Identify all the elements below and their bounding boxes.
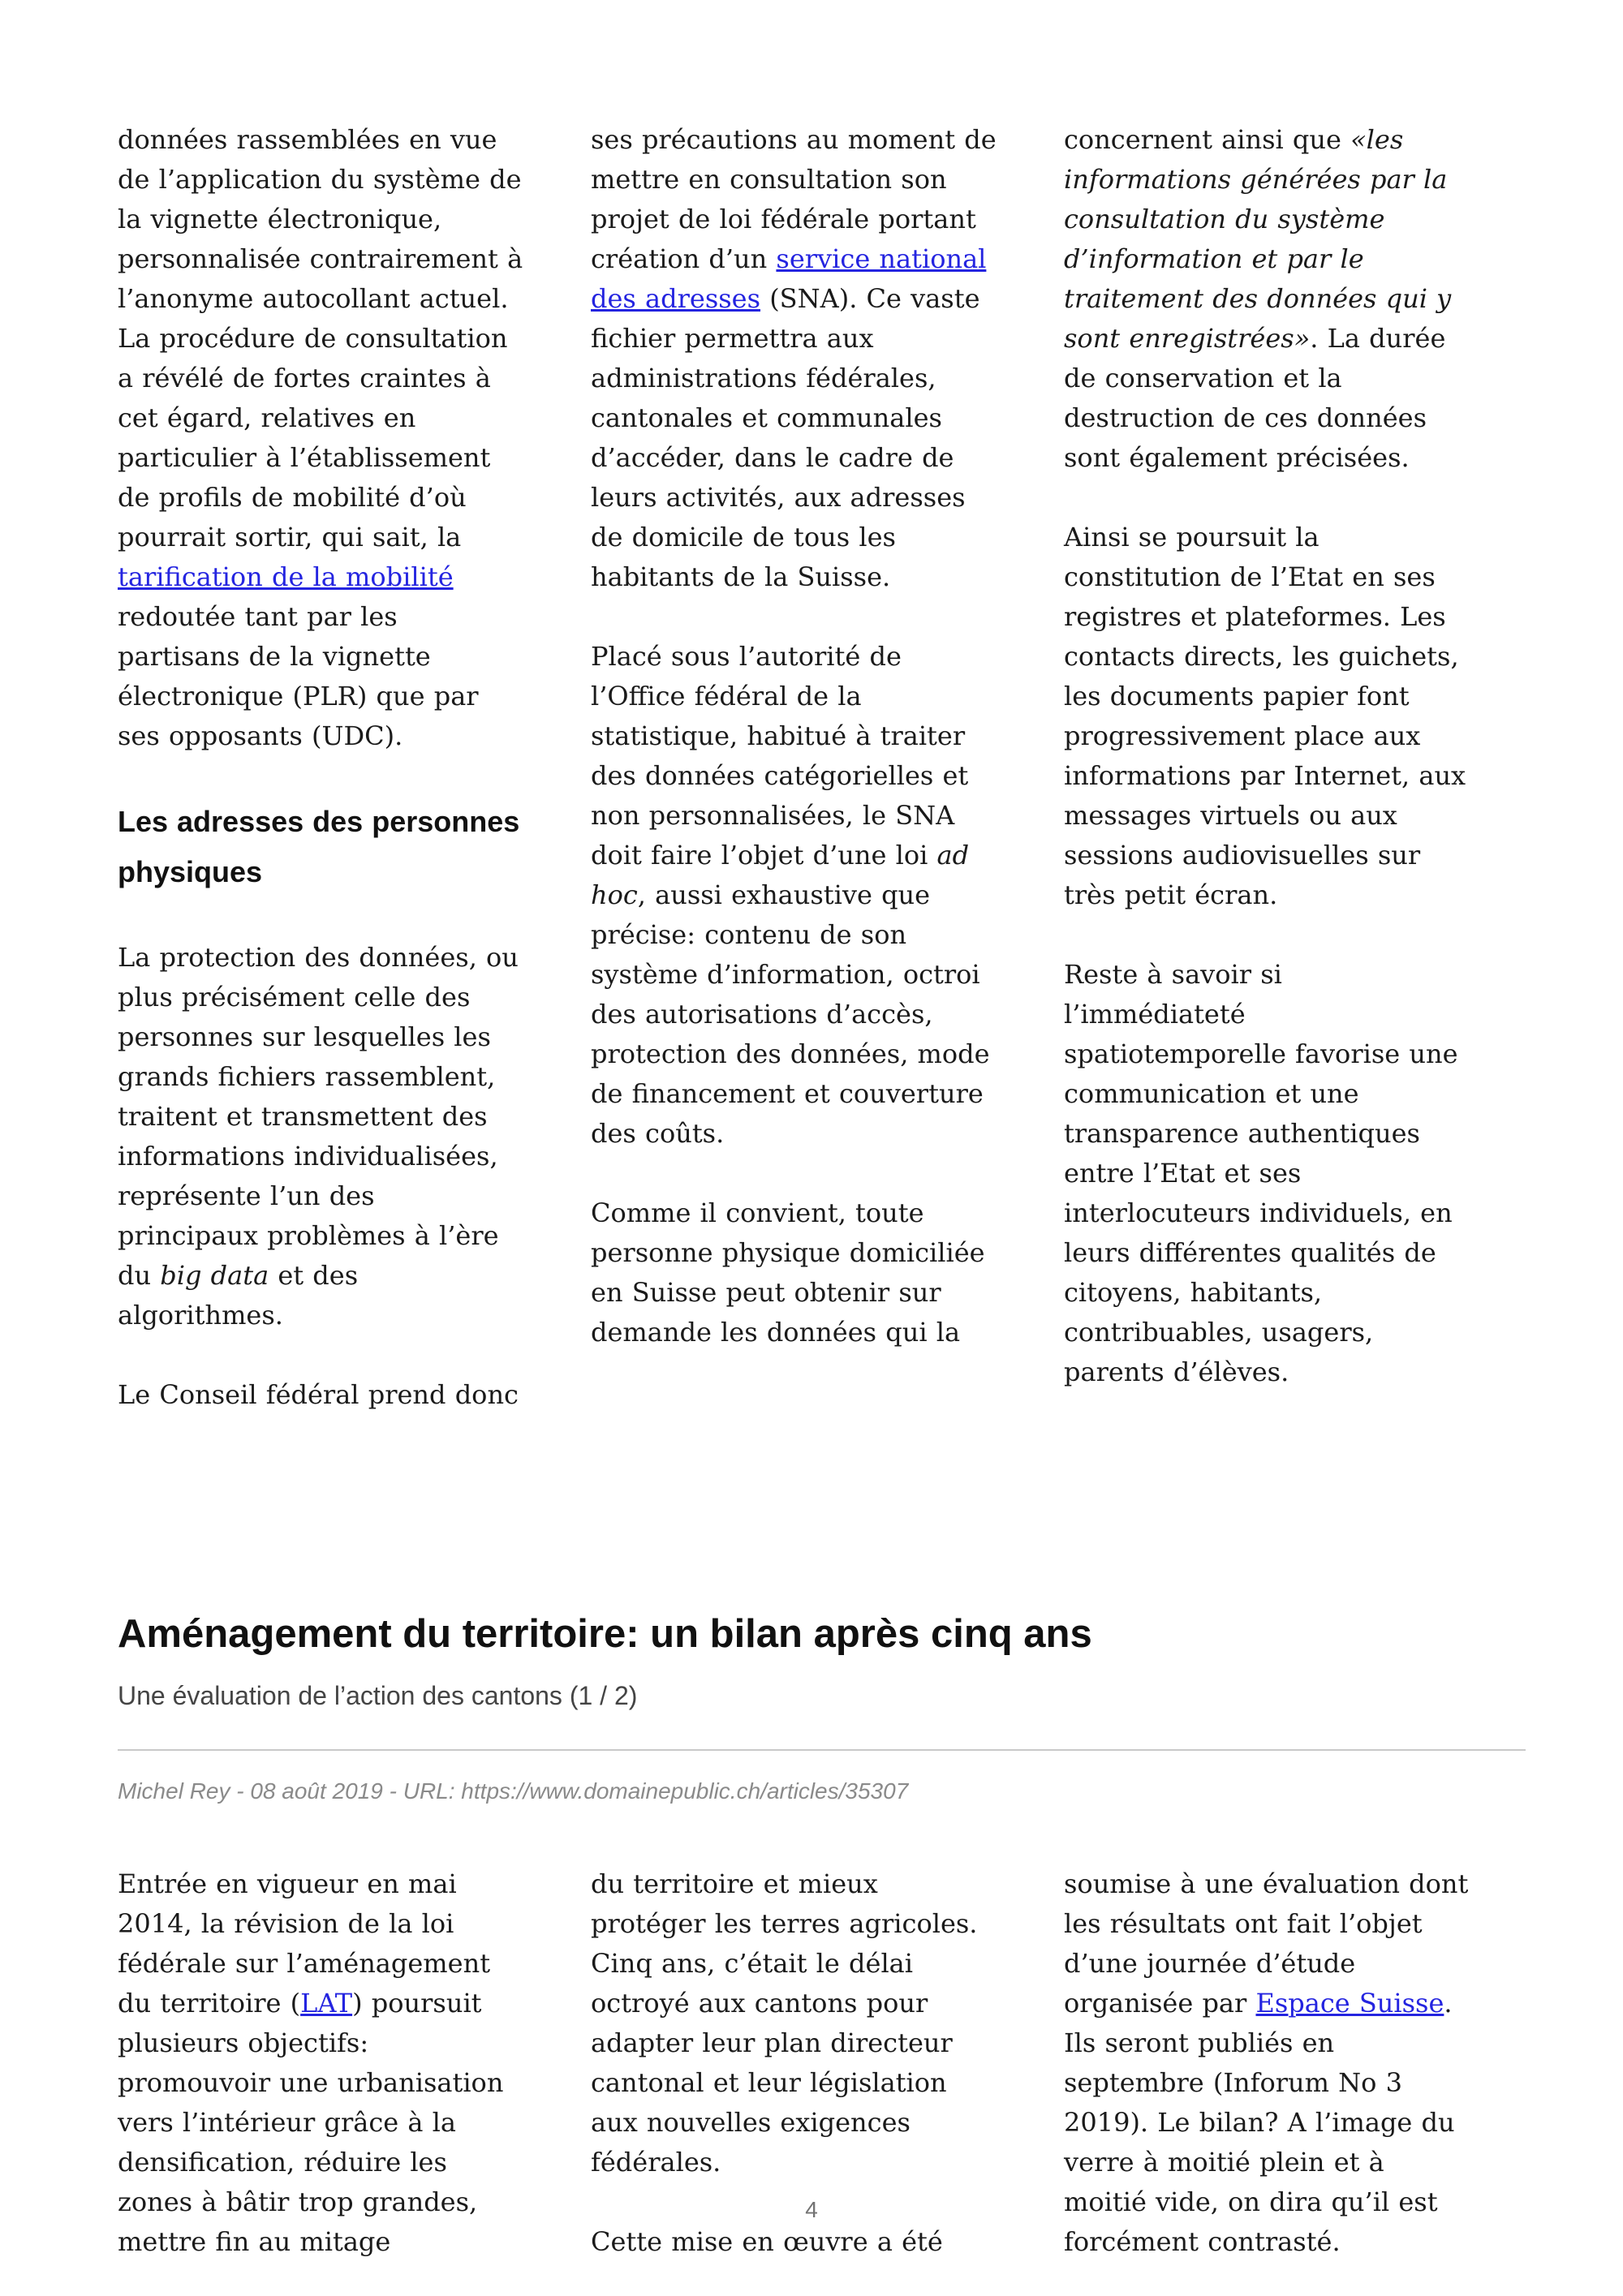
inline-link[interactable]: service national des adresses <box>591 243 987 314</box>
text-segment: et des algorithmes. <box>118 1260 359 1331</box>
article1-column-3 <box>1064 120 1470 1392</box>
section-divider <box>118 1749 1526 1751</box>
italic-text: ad hoc <box>591 840 970 910</box>
paragraph <box>591 637 997 1154</box>
paragraph <box>118 938 523 1335</box>
page-number: 4 <box>805 2197 818 2222</box>
article-2 <box>118 1610 1526 2262</box>
text-segment: ) poursuit plusieurs objectifs: promouvoir une urbanisation vers l’intérieur grâce à la densification, réduire les zones à bâtir trop grandes, mettre fin au mitage <box>118 1988 504 2257</box>
paragraph <box>118 1375 523 1415</box>
text-segment: Le Conseil fédéral prend donc <box>118 1379 519 1410</box>
article-byline: Michel Rey - 08 août 2019 - URL: https://www.domainepublic.ch/articles/35307 <box>118 1778 909 1804</box>
text-segment: Comme il convient, toute personne physique domiciliée en Suisse peut obtenir sur demande les données qui la <box>591 1197 985 1348</box>
paragraph <box>1064 120 1470 478</box>
section-heading: Les adresses des personnes physiques <box>118 805 520 888</box>
italic-text: big data <box>160 1260 269 1291</box>
text-segment: soumise à une évaluation dont les résultats ont fait l’objet d’une journée d’étude organisée par <box>1064 1868 1469 2019</box>
article-subtitle: Une évaluation de l’action des cantons (1 / 2) <box>118 1681 638 1710</box>
article1-column-1 <box>118 120 523 1415</box>
paragraph <box>118 120 523 756</box>
article-title: Aménagement du territoire: un bilan après cinq ans <box>118 1612 1092 1656</box>
inline-link[interactable]: LAT <box>300 1988 353 2019</box>
paragraph <box>1064 955 1470 1392</box>
paragraph <box>591 2222 997 2262</box>
inline-link[interactable]: tarification de la mobilité <box>118 561 454 592</box>
text-segment: ses précautions au moment de mettre en consultation son projet de loi fédérale portant création d’un <box>591 124 997 274</box>
text-segment: Placé sous l’autorité de l’Office fédéral de la statistique, habitué à traiter des données catégorielles et non personnalisées, le SNA doit faire l’objet d’une loi <box>591 641 969 871</box>
text-segment: Cette mise en œuvre a été <box>591 2226 943 2257</box>
text-segment: , aussi exhaustive que précise: contenu de son système d’information, octroi des autorisations d’accès, protection des données, mode de financement et couverture des coûts. <box>591 879 990 1149</box>
article1-columns <box>118 120 1526 1415</box>
text-segment: . La durée de conservation et la destruction de ces données sont également précisées. <box>1064 323 1446 473</box>
paragraph <box>591 1193 997 1352</box>
text-segment: . Ils seront publiés en septembre (Inforum No 3 2019). Le bilan? A l’image du verre à moitié plein et à moitié vide, on dira qu’il est forcément contrasté. <box>1064 1988 1455 2257</box>
article1-column-2 <box>591 120 997 1352</box>
text-segment: du territoire et mieux protéger les terres agricoles. Cinq ans, c’était le délai octroyé aux cantons pour adapter leur plan directeur cantonal et leur législation aux nouvelles exigences fédérales. <box>591 1868 978 2178</box>
text-segment: données rassemblées en vue de l’application du système de la vignette électronique, personnalisée contrairement à l’anonyme autocollant actuel. La procédure de consultation a révélé de fortes craintes à cet égard, relatives en particulier à l’établissement de profils de mobilité d’où pourrait sortir, qui sait, la <box>118 124 523 553</box>
paragraph <box>591 1864 997 2182</box>
text-segment: concernent ainsi que <box>1064 124 1351 155</box>
inline-link[interactable]: Espace Suisse <box>1255 1988 1444 2019</box>
paragraph <box>1064 518 1470 915</box>
paragraph <box>591 120 997 597</box>
text-segment: La protection des données, ou plus précisément celle des personnes sur lesquelles les grands fichiers rassemblent, traitent et transmettent des informations individualisées, représente l’un des principaux problèmes à l’ère du <box>118 942 519 1291</box>
text-segment: (SNA). Ce vaste fichier permettra aux administrations fédérales, cantonales et communales d’accéder, dans le cadre de leurs activités, aux adresses de domicile de tous les habitants de la Suisse. <box>591 283 980 592</box>
text-segment: Entrée en vigueur en mai 2014, la révision de la loi fédérale sur l’aménagement du territoire ( <box>118 1868 491 2019</box>
italic-text: «les informations générées par la consultation du système d’information et par le traitement des données qui y sont enregistrées» <box>1064 124 1452 354</box>
article-1 <box>118 120 1526 1415</box>
text-segment: redoutée tant par les partisans de la vignette électronique (PLR) que par ses opposants (UDC). <box>118 601 479 751</box>
text-segment: Ainsi se poursuit la constitution de l’Etat en ses registres et plateformes. Les contacts directs, les guichets, les documents papier font progressivement place aux informations par Internet, aux messages virtuels ou aux sessions audiovisuelles sur très petit écran. <box>1064 522 1466 910</box>
text-segment: Reste à savoir si l’immédiateté spatiotemporelle favorise une communication et une transparence authentiques entre l’Etat et ses interlocuteurs individuels, en leurs différentes qualités de citoyens, habitants, contribuables, usagers, parents d’élèves. <box>1064 959 1458 1387</box>
